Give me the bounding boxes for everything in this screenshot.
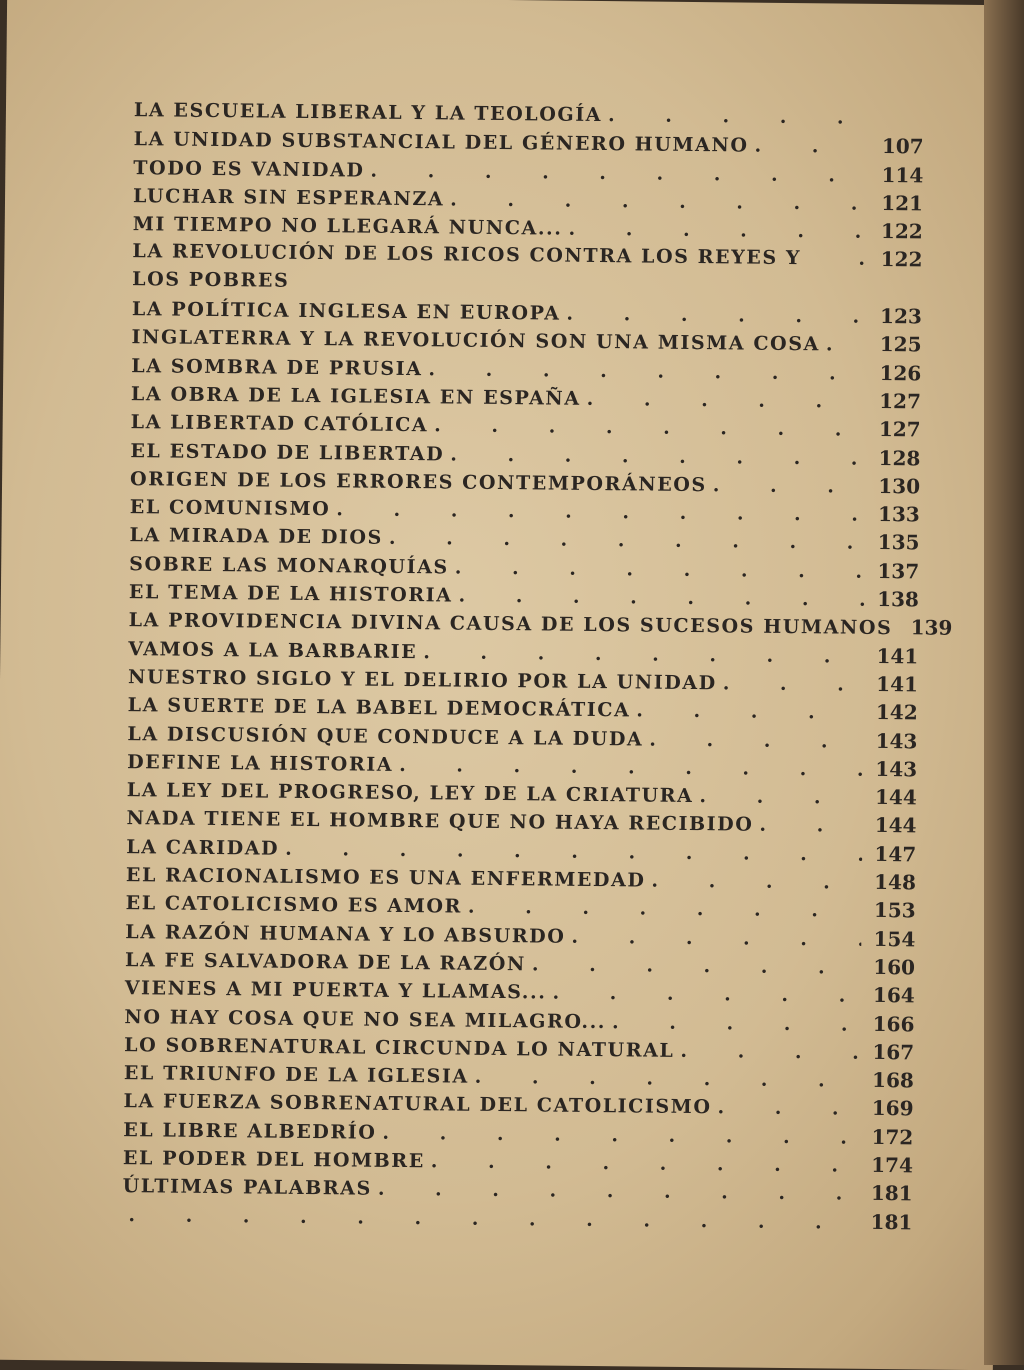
dot-leader [399, 751, 863, 784]
toc-entry-title: EL LIBRE ALBEDRÍO [123, 1116, 376, 1147]
toc-entry-title: INGLATERRA Y LA REVOLUCIÓN SON UNA MISMA COSA [131, 323, 820, 358]
dot-leader [532, 950, 861, 981]
toc-entry-page: 164 [867, 981, 915, 1010]
toc-entry-title: LA POLÍTICA INGLESA EN EUROPA [132, 295, 561, 327]
dot-leader [717, 1094, 859, 1123]
dot-leader [571, 922, 861, 953]
toc-entry-page: 126 [873, 359, 921, 388]
toc-entry-page: 107 [875, 132, 923, 161]
toc-entry-page: 127 [873, 387, 921, 416]
dot-leader [382, 1118, 859, 1151]
toc-entry-title: LA OBRA DE LA IGLESIA EN ESPAÑA [131, 380, 581, 413]
dot-leader [754, 132, 869, 161]
dot-leader [699, 782, 863, 812]
dot-leader [568, 215, 868, 246]
dot-leader [713, 471, 867, 501]
dot-leader [651, 867, 862, 897]
toc-entry-title: LA RAZÓN HUMANA Y LO ABSURDO [125, 918, 565, 951]
toc-entry-page: 172 [865, 1123, 913, 1152]
toc-entry-title: LA LIBERTAD CATÓLICA [131, 408, 429, 439]
dot-leader [608, 101, 870, 132]
table-of-contents [122, 96, 924, 1236]
toc-entry-title: LA ESCUELA LIBERAL Y LA TEOLOGÍA [134, 96, 602, 129]
toc-entry-title: LA SUERTE DE LA BABEL DEMOCRÁTICA [128, 691, 631, 724]
toc-entry-page: 142 [870, 698, 918, 727]
toc-entry-page [876, 124, 924, 125]
dot-leader [587, 385, 868, 416]
toc-entry-page: 154 [867, 924, 915, 953]
toc-entry-page: 143 [869, 726, 917, 755]
toc-entry-page: 166 [866, 1009, 914, 1038]
toc-entry-title: NUESTRO SIGLO Y EL DELIRIO POR LA UNIDAD [128, 663, 717, 697]
dot-leader [680, 1037, 860, 1067]
book-edge [984, 0, 1024, 1365]
toc-entry-page: 169 [865, 1094, 913, 1123]
toc-entry-page: 135 [871, 528, 919, 557]
dot-leader [636, 697, 864, 727]
toc-entry-title: LA REVOLUCIÓN DE LOS RICOS CONTRA LOS REYES Y LOS POBRES [132, 238, 853, 302]
toc-entry [132, 238, 923, 303]
toc-entry-page: 143 [869, 755, 917, 784]
toc-entry-page: 130 [872, 472, 920, 501]
toc-entry-title: SOBRE LAS MONARQUÍAS [129, 550, 449, 581]
toc-entry-title: VIENES A MI PUERTA Y LLAMAS... [125, 974, 547, 1006]
dot-leader [468, 893, 862, 925]
dot-leader [428, 355, 867, 388]
dot-leader [431, 1147, 859, 1179]
toc-entry-page: 121 [875, 189, 923, 218]
toc-entry-title: LA FE SALVADORA DE LA RAZÓN [125, 946, 526, 978]
toc-entry-title: LUCHAR SIN ESPERANZA [133, 182, 444, 213]
dot-leader [450, 185, 869, 217]
toc-entry-title: EL CATOLICISMO ES AMOR [126, 889, 463, 921]
toc-entry-title: MI TIEMPO NO LLEGARÁ NUNCA... [133, 210, 563, 242]
toc-entry-title: LA FUERZA SOBRENATURAL DEL CATOLICISMO [123, 1087, 711, 1121]
dot-leader [423, 638, 864, 671]
toc-entry-page: 127 [873, 415, 921, 444]
toc-entry-page: 148 [868, 868, 916, 897]
toc-entry-page: 137 [871, 557, 919, 586]
dot-leader [552, 979, 861, 1010]
toc-entry-page: 125 [873, 330, 921, 359]
toc-entry-title: LA CARIDAD [126, 833, 279, 863]
toc-entry-title: TODO ES VANIDAD [133, 154, 364, 184]
toc-entry-page: 181 [864, 1207, 912, 1236]
toc-entry-page: 138 [871, 585, 919, 614]
toc-entry-title: ÚLTIMAS PALABRAS [123, 1172, 372, 1203]
toc-entry-title: VAMOS A LA BARBARIE [128, 635, 417, 666]
dot-leader [723, 669, 865, 698]
toc-entry-title: ORIGEN DE LOS ERRORES CONTEMPORÁNEOS [130, 465, 707, 499]
toc-entry-page: 141 [870, 642, 918, 671]
toc-entry-title: LA DISCUSIÓN QUE CONDUCE A LA DUDA [127, 720, 643, 753]
dot-leader [389, 524, 866, 557]
toc-entry-page: 133 [872, 500, 920, 529]
toc-entry-page: 139 [904, 614, 952, 643]
toc-entry-title: LA PROVIDENCIA DIVINA CAUSA DE LOS SUCESOS HUMANOS [128, 606, 892, 642]
toc-entry-page: 122 [875, 217, 923, 246]
dot-leader [826, 331, 868, 359]
toc-entry-page: 122 [874, 245, 922, 274]
toc-entry-title: LA UNIDAD SUBSTANCIAL DEL GÉNERO HUMANO [134, 125, 749, 159]
dot-leader [434, 412, 867, 445]
dot-leader [566, 300, 868, 331]
toc-entry-title: LA LEY DEL PROGRESO, LEY DE LA CRIATURA [127, 776, 694, 810]
toc-entry-page: 147 [868, 840, 916, 869]
toc-entry-title: EL TRIUNFO DE LA IGLESIA [124, 1059, 469, 1091]
toc-entry-title: NADA TIENE EL HOMBRE QUE NO HAYA RECIBIDO [126, 805, 753, 840]
dot-leader [759, 811, 862, 840]
dot-leader [612, 1008, 861, 1039]
toc-entry-page: 181 [865, 1179, 913, 1208]
toc-entry-title: EL ESTADO DE LIBERTAD [130, 437, 444, 468]
toc-entry-page: 128 [872, 443, 920, 472]
toc-entry-title: LA SOMBRA DE PRUSIA [131, 352, 422, 383]
toc-entry-title: DEFINE LA HISTORIA [127, 748, 393, 779]
dot-leader [458, 582, 865, 614]
toc-entry-page: 174 [865, 1151, 913, 1180]
toc-entry-title: EL RACIONALISMO ES UNA ENFERMEDAD [126, 861, 646, 894]
toc-entry-title: EL PODER DEL HOMBRE [123, 1144, 425, 1175]
dot-leader [858, 245, 868, 273]
dot-leader [450, 440, 866, 472]
dot-leader [455, 553, 866, 585]
toc-entry-title: LO SOBRENATURAL CIRCUNDA LO NATURAL [124, 1031, 675, 1065]
toc-entry-page: 167 [866, 1038, 914, 1067]
toc-entry-page: 153 [867, 896, 915, 925]
toc-entry-page: 144 [868, 811, 916, 840]
dot-leader [649, 725, 863, 755]
toc-entry-page: 168 [866, 1066, 914, 1095]
toc-entry-page: 160 [867, 953, 915, 982]
toc-entry-title: EL COMUNISMO [130, 493, 331, 523]
toc-entry-title: NO HAY COSA QUE NO SEA MILAGRO... [124, 1003, 606, 1036]
toc-entry-title: LA MIRADA DE DIOS [129, 522, 383, 553]
toc-entry-title: EL TEMA DE LA HISTORIA [129, 578, 453, 609]
toc-entry-page: 144 [869, 783, 917, 812]
dot-leader [370, 156, 869, 189]
toc-entry-page: 123 [874, 302, 922, 331]
toc-entry-page: 141 [870, 670, 918, 699]
dot-leader [475, 1063, 860, 1095]
toc-entry-page: 114 [875, 160, 923, 189]
